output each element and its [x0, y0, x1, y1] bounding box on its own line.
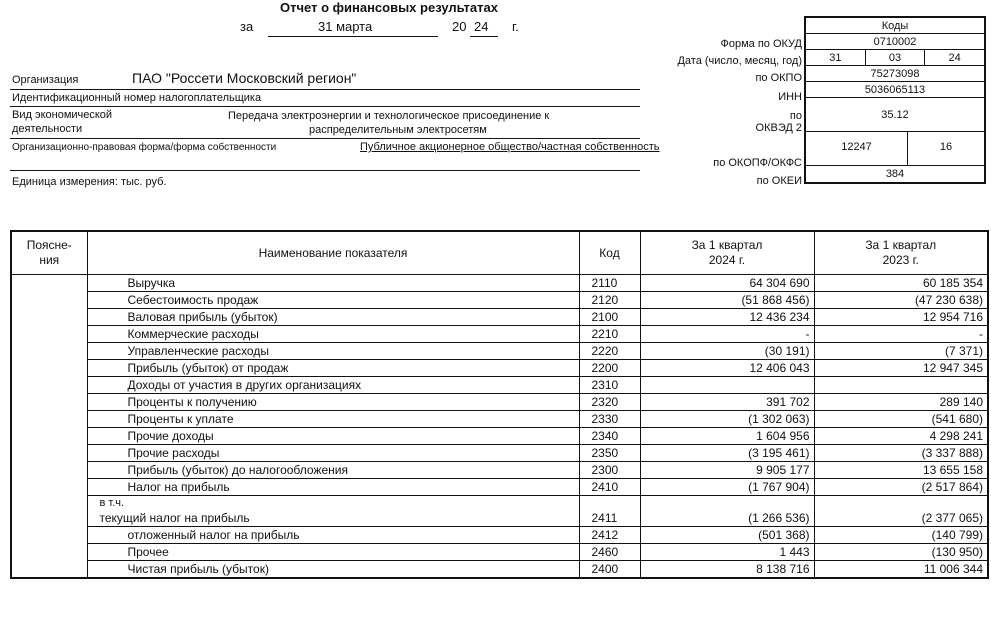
cell-name-top: в т.ч. — [99, 497, 125, 509]
cell-notes — [11, 394, 87, 411]
header-notes: Поясне-ния — [11, 231, 87, 275]
org-label: Организация — [12, 74, 79, 86]
cell-value-2024: 64 304 690 — [640, 275, 814, 292]
okud-value: 0710002 — [806, 34, 984, 50]
okpo-label: по ОКПО — [755, 72, 802, 84]
table-row — [11, 411, 988, 428]
period-year-underline — [470, 36, 498, 37]
period-year: 24 — [474, 19, 489, 34]
table-row — [11, 292, 988, 309]
cell-notes — [11, 445, 87, 462]
cell-name: Себестоимость продаж — [87, 292, 579, 309]
cell-value-2024: (30 191) — [640, 343, 814, 360]
cell-code: 2411 — [579, 496, 640, 527]
cell-value-2023: (2 517 864) — [814, 479, 988, 496]
cell-value-2023: 12 954 716 — [814, 309, 988, 326]
table-row — [11, 479, 988, 496]
table-row — [11, 428, 988, 445]
cell-notes — [11, 326, 87, 343]
cell-code: 2200 — [579, 360, 640, 377]
cell-name-text: текущий налог на прибыль — [99, 511, 250, 525]
cell-value-2023: (7 371) — [814, 343, 988, 360]
cell-code: 2412 — [579, 527, 640, 544]
activity-value-1: Передача электроэнергии и технологическое присоединение к — [228, 110, 550, 122]
period-year-prefix: 20 — [452, 19, 467, 34]
okved-label-2: ОКВЭД 2 — [755, 122, 802, 134]
period-date: 31 марта — [318, 19, 373, 34]
cell-name: Прочее — [87, 544, 579, 561]
table-row — [11, 275, 988, 292]
cell-notes — [11, 360, 87, 377]
cell-value-2024: 1 604 956 — [640, 428, 814, 445]
table-row — [11, 544, 988, 561]
activity-label-2: деятельности — [12, 123, 83, 135]
cell-name: Проценты к получению — [87, 394, 579, 411]
form-value: Публичное акционерное общество/частная собственность — [360, 141, 660, 153]
table-header-row — [11, 231, 988, 275]
cell-value-2024: (1 302 063) — [640, 411, 814, 428]
cell-code: 2310 — [579, 377, 640, 394]
okopf-value: 12247 — [806, 132, 908, 165]
table-row — [11, 360, 988, 377]
cell-value-2024: 1 443 — [640, 544, 814, 561]
date-values — [806, 50, 984, 66]
table-row — [11, 394, 988, 411]
cell-value-2024: 8 138 716 — [640, 561, 814, 579]
cell-value-2023: (47 230 638) — [814, 292, 988, 309]
cell-value-2024: 9 905 177 — [640, 462, 814, 479]
cell-name: Прочие доходы — [87, 428, 579, 445]
cell-value-2024 — [640, 377, 814, 394]
financial-results-table — [10, 230, 989, 579]
header-code: Код — [579, 231, 640, 275]
cell-code: 2100 — [579, 309, 640, 326]
table-row — [11, 309, 988, 326]
cell-notes — [11, 496, 87, 527]
cell-value-2023: (140 799) — [814, 527, 988, 544]
cell-value-2023: 12 947 345 — [814, 360, 988, 377]
header-col2: За 1 квартал 2023 г. — [814, 231, 988, 275]
activity-value-2: распределительным электросетям — [309, 124, 487, 136]
table-body — [11, 275, 988, 579]
cell-name: Прочие расходы — [87, 445, 579, 462]
cell-code: 2350 — [579, 445, 640, 462]
okopf-okfs-values — [806, 132, 984, 166]
okopf-label: по ОКОПФ/ОКФС — [713, 157, 802, 169]
cell-notes — [11, 343, 87, 360]
cell-code: 2120 — [579, 292, 640, 309]
cell-notes — [11, 428, 87, 445]
cell-name — [87, 496, 579, 527]
cell-value-2023: 11 006 344 — [814, 561, 988, 579]
cell-value-2024: (3 195 461) — [640, 445, 814, 462]
cell-name: Чистая прибыль (убыток) — [87, 561, 579, 579]
cell-code: 2400 — [579, 561, 640, 579]
org-name: ПАО "Россети Московский регион" — [132, 70, 357, 86]
codes-box — [804, 16, 986, 184]
activity-label-1: Вид экономической — [12, 109, 113, 121]
okei-value: 384 — [885, 168, 905, 180]
table-row — [11, 377, 988, 394]
cell-code: 2410 — [579, 479, 640, 496]
cell-name: Выручка — [87, 275, 579, 292]
cell-value-2023: 13 655 158 — [814, 462, 988, 479]
cell-notes — [11, 462, 87, 479]
codes-title: Коды — [806, 18, 984, 34]
cell-name: Коммерческие расходы — [87, 326, 579, 343]
table-row — [11, 445, 988, 462]
cell-code: 2220 — [579, 343, 640, 360]
period-date-underline — [268, 36, 438, 37]
date-label: Дата (число, месяц, год) — [677, 55, 802, 67]
period-za: за — [240, 19, 254, 34]
unit-label: Единица измерения: тыс. руб. — [12, 176, 167, 188]
cell-code: 2210 — [579, 326, 640, 343]
header-name: Наименование показателя — [87, 231, 579, 275]
cell-name: Налог на прибыль — [87, 479, 579, 496]
cell-code: 2300 — [579, 462, 640, 479]
table-row — [11, 527, 988, 544]
cell-value-2023: (3 337 888) — [814, 445, 988, 462]
okfs-value: 16 — [939, 141, 953, 153]
cell-value-2023: (130 950) — [814, 544, 988, 561]
date-month: 03 — [866, 50, 926, 65]
header-col1: За 1 квартал 2024 г. — [640, 231, 814, 275]
cell-code: 2460 — [579, 544, 640, 561]
cell-value-2023: - — [814, 326, 988, 343]
cell-code: 2320 — [579, 394, 640, 411]
cell-notes — [11, 411, 87, 428]
cell-code: 2340 — [579, 428, 640, 445]
cell-name: Проценты к уплате — [87, 411, 579, 428]
cell-name: отложенный налог на прибыль — [87, 527, 579, 544]
date-year: 24 — [948, 52, 961, 64]
report-title: Отчет о финансовых результатах — [280, 0, 498, 15]
org-underline — [10, 89, 640, 90]
cell-value-2024: 12 436 234 — [640, 309, 814, 326]
cell-value-2023: 289 140 — [814, 394, 988, 411]
date-day: 31 — [806, 50, 866, 65]
cell-name: Управленческие расходы — [87, 343, 579, 360]
cell-value-2024: 391 702 — [640, 394, 814, 411]
cell-value-2024: (1 266 536) — [640, 496, 814, 527]
okved-label-1: по — [789, 110, 802, 122]
cell-notes — [11, 292, 87, 309]
cell-value-2024: (51 868 456) — [640, 292, 814, 309]
table-row — [11, 326, 988, 343]
cell-notes — [11, 561, 87, 579]
okei-label: по ОКЕИ — [756, 175, 802, 187]
cell-notes — [11, 309, 87, 326]
table-row — [11, 462, 988, 479]
cell-code: 2330 — [579, 411, 640, 428]
period-g: г. — [512, 19, 519, 34]
table-row — [11, 561, 988, 579]
cell-value-2023: (2 377 065) — [814, 496, 988, 527]
activity-underline — [10, 138, 640, 139]
cell-value-2023: (541 680) — [814, 411, 988, 428]
table-row — [11, 343, 988, 360]
cell-code: 2110 — [579, 275, 640, 292]
cell-value-2024: (501 368) — [640, 527, 814, 544]
cell-notes — [11, 275, 87, 292]
cell-name: Прибыль (убыток) до налогообложения — [87, 462, 579, 479]
cell-name: Доходы от участия в других организациях — [87, 377, 579, 394]
cell-notes — [11, 479, 87, 496]
inn-value: 5036065113 — [806, 82, 984, 98]
cell-name: Валовая прибыль (убыток) — [87, 309, 579, 326]
cell-value-2023 — [814, 377, 988, 394]
okpo-value: 75273098 — [806, 66, 984, 82]
cell-value-2024: (1 767 904) — [640, 479, 814, 496]
cell-value-2024: - — [640, 326, 814, 343]
cell-notes — [11, 377, 87, 394]
cell-value-2023: 60 185 354 — [814, 275, 988, 292]
form-underline — [10, 170, 640, 171]
inn-label: Идентификационный номер налогоплательщика — [12, 92, 262, 104]
table-row — [11, 496, 988, 527]
form-label: Организационно-правовая форма/форма собственности — [12, 142, 277, 153]
cell-notes — [11, 527, 87, 544]
inn-code-label: ИНН — [778, 91, 802, 103]
cell-notes — [11, 544, 87, 561]
cell-value-2024: 12 406 043 — [640, 360, 814, 377]
inn-underline — [10, 106, 640, 107]
cell-value-2023: 4 298 241 — [814, 428, 988, 445]
okud-label: Форма по ОКУД — [720, 38, 802, 50]
okved-value: 35.12 — [806, 98, 984, 132]
cell-name: Прибыль (убыток) от продаж — [87, 360, 579, 377]
